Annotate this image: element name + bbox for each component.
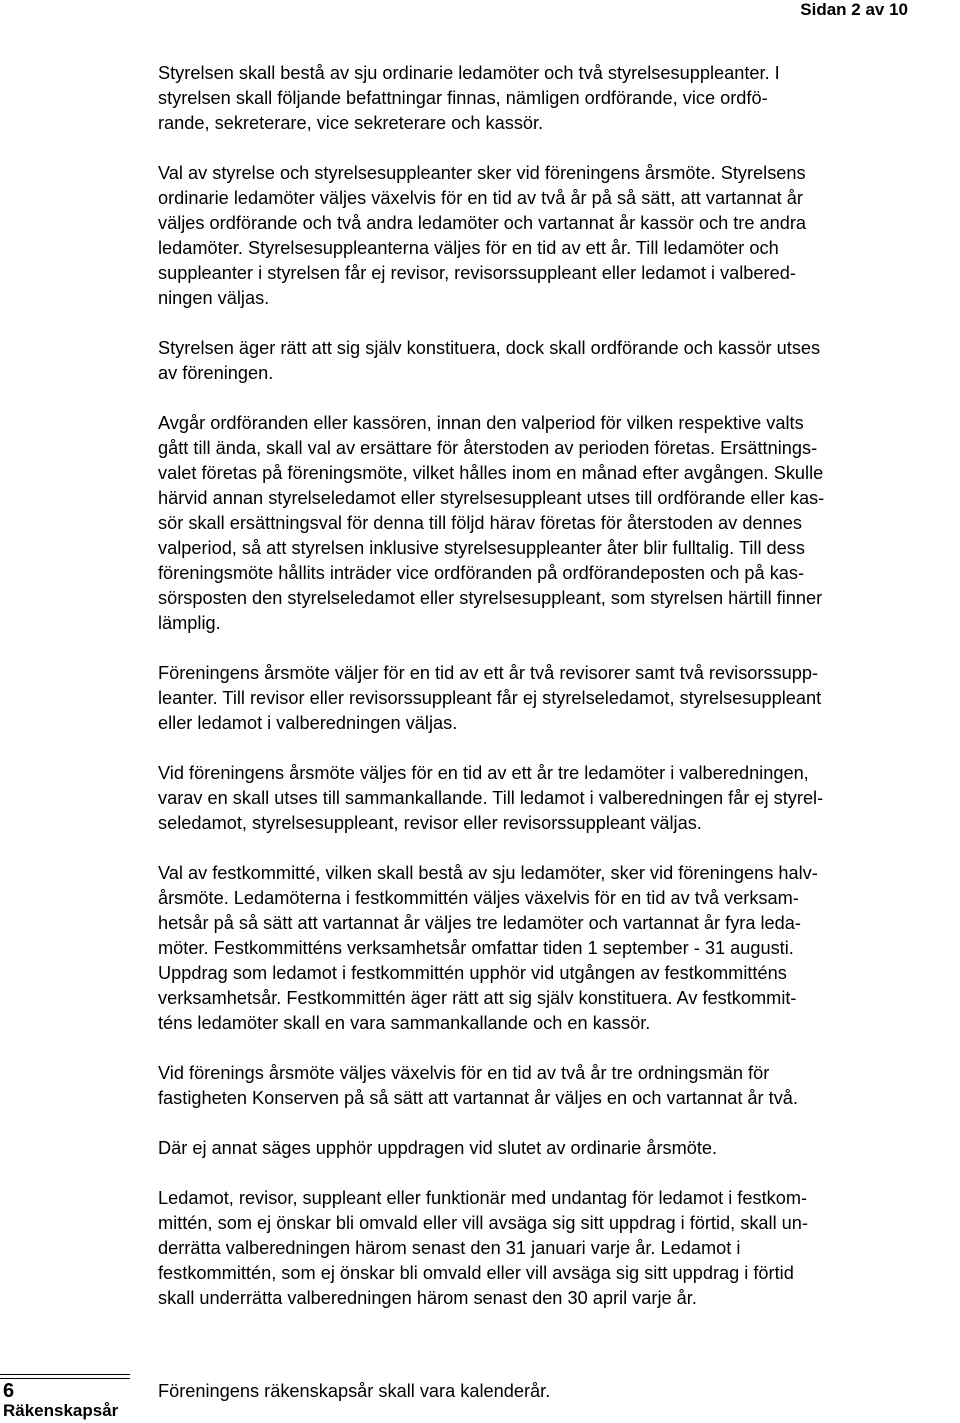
text-line: ningen väljas. <box>158 288 270 308</box>
text-line: möter. Festkommitténs verksamhetsår omfattar tiden 1 september - 31 augusti. <box>158 938 794 958</box>
text-line: rande, sekreterare, vice sekreterare och kassör. <box>158 113 544 133</box>
text-line: skall underrätta valberedningen härom senast den 30 april varje år. <box>158 1288 697 1308</box>
text-line: suppleanter i styrelsen får ej revisor, revisorssuppleant eller ledamot i valbered- <box>158 263 796 283</box>
paragraph-party-committee <box>158 861 960 1036</box>
text-line: gått till ända, skall val av ersättare för återstoden av perioden företas. Ersättnings- <box>158 438 818 458</box>
section-divider <box>0 1374 130 1379</box>
text-line: verksamhetsår. Festkommittén äger rätt att sig själv konstituera. Av festkommit- <box>158 988 797 1008</box>
text-line: Vid förenings årsmöte väljes växelvis för en tid av två år tre ordningsmän för <box>158 1063 770 1083</box>
text-line: ordinarie ledamöter väljes växelvis för en tid av två år på så sätt, att vartannat år <box>158 188 803 208</box>
section-fiscal-year <box>0 1374 960 1423</box>
text-line: mittén, som ej önskar bli omvald eller vill avsäga sig sitt uppdrag i förtid, skall un- <box>158 1213 808 1233</box>
text-line: varav en skall utses till sammankallande. Till ledamot i valberedningen får ej styrel- <box>158 788 824 808</box>
text-line: valet företas på föreningsmöte, vilket hålles inom en månad efter avgången. Skulle <box>158 463 824 483</box>
paragraph-board-composition <box>158 61 960 136</box>
paragraph-auditors <box>158 661 960 736</box>
paragraph-term-end <box>158 1136 960 1161</box>
text-line: hetsår på så sätt att vartannat år väljes tre ledamöter och vartannat år fyra leda- <box>158 913 801 933</box>
text-line: sör skall ersättningsval för denna till följd härav företas för återstoden av dennes <box>158 513 802 533</box>
text-line: Val av festkommitté, vilken skall bestå av sju ledamöter, sker vid föreningens halv- <box>158 863 818 883</box>
section-title: Räkenskapsår <box>3 1401 119 1420</box>
paragraph-board-constitution <box>158 336 960 386</box>
section-number: 6 <box>3 1380 15 1402</box>
text-line: väljes ordförande och två andra ledamöter och vartannat år kassör och tre andra <box>158 213 807 233</box>
text-line: fastigheten Konserven på så sätt att vartannat år väljes en och vartannat år två. <box>158 1088 798 1108</box>
text-line: eller ledamot i valberedningen väljas. <box>158 713 458 733</box>
paragraph-nomination-committee <box>158 761 960 836</box>
text-line: Avgår ordföranden eller kassören, innan den valperiod för vilken respektive valts <box>158 413 804 433</box>
text-line: Styrelsen äger rätt att sig själv konstituera, dock skall ordförande och kassör utses <box>158 338 821 358</box>
text-line: Styrelsen skall bestå av sju ordinarie ledamöter och två styrelsesuppleanter. I <box>158 63 780 83</box>
text-line: festkommittén, som ej önskar bli omvald eller vill avsäga sig sitt uppdrag i förtid <box>158 1263 794 1283</box>
text-line: seledamot, styrelsesuppleant, revisor eller revisorssuppleant väljas. <box>158 813 702 833</box>
section-text: Föreningens räkenskapsår skall vara kalenderår. <box>158 1381 551 1401</box>
text-line: Ledamot, revisor, suppleant eller funktionär med undantag för ledamot i festkom- <box>158 1188 808 1208</box>
text-line: Vid föreningens årsmöte väljes för en tid av ett år tre ledamöter i valberedningen, <box>158 763 809 783</box>
text-line: styrelsen skall följande befattningar finnas, nämligen ordförande, vice ordfö- <box>158 88 768 108</box>
text-line: härvid annan styrelseledamot eller styrelsesuppleant utses till ordförande eller kas- <box>158 488 825 508</box>
text-line: Föreningens årsmöte väljer för en tid av ett år två revisorer samt två revisorssupp- <box>158 663 819 683</box>
page-number: Sidan 2 av 10 <box>800 0 908 19</box>
text-line: årsmöte. Ledamöterna i festkommittén väljes växelvis för en tid av två verksam- <box>158 888 799 908</box>
paragraph-notification <box>158 1186 960 1311</box>
text-line: valperiod, så att styrelsen inklusive styrelsesuppleanter åter blir fulltalig. Till dess <box>158 538 805 558</box>
text-line: téns ledamöter skall en vara sammankallande och en kassör. <box>158 1013 651 1033</box>
document-body <box>158 61 960 1336</box>
paragraph-resignation <box>158 411 960 636</box>
paragraph-board-election <box>158 161 960 311</box>
text-line: Uppdrag som ledamot i festkommittén upphör vid utgången av festkommitténs <box>158 963 787 983</box>
text-line: Där ej annat säges upphör uppdragen vid slutet av ordinarie årsmöte. <box>158 1138 718 1158</box>
text-line: sörsposten den styrelseledamot eller styrelsesuppleant, som styrelsen härtill finner <box>158 588 823 608</box>
text-line: derrätta valberedningen härom senast den 31 januari varje år. Ledamot i <box>158 1238 741 1258</box>
paragraph-order-keepers <box>158 1061 960 1111</box>
text-line: Val av styrelse och styrelsesuppleanter sker vid föreningens årsmöte. Styrelsens <box>158 163 806 183</box>
text-line: föreningsmöte hållits inträder vice ordföranden på ordförandeposten och på kas- <box>158 563 805 583</box>
text-line: leanter. Till revisor eller revisorssuppleant får ej styrelseledamot, styrelsesuppleant <box>158 688 822 708</box>
text-line: lämplig. <box>158 613 221 633</box>
text-line: av föreningen. <box>158 363 274 383</box>
text-line: ledamöter. Styrelsesuppleanterna väljes för en tid av ett år. Till ledamöter och <box>158 238 779 258</box>
